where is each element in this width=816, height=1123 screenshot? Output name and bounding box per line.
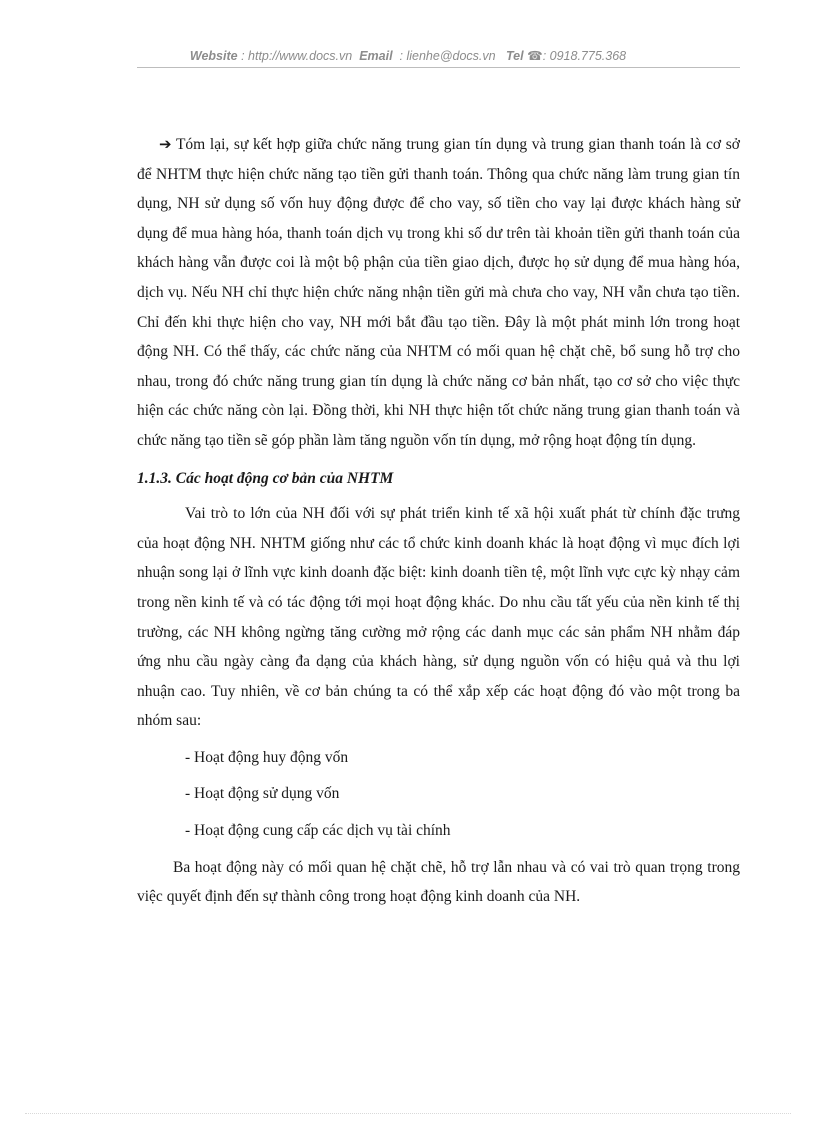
paragraph-summary-text: Tóm lại, sự kết hợp giữa chức năng trung gian tín dụng và trung gian thanh toán là cơ sở để NHTM thực hiện chức năng tạo tiền gửi thanh toán. Thông qua chức năng làm trung gian tín dụng, NH sử dụng số vốn huy động được để cho vay, số tiền cho vay lại được khách hàng sử dụng để mua hàng hóa, thanh toán dịch vụ trong khi số dư trên tài khoản tiền gửi thanh toán của khách hàng vẫn được coi là một bộ phận của tiền giao dịch, được họ sử dụng để mua hàng hóa, dịch vụ. Nếu NH chỉ thực hiện chức năng nhận tiền gửi mà chưa cho vay, NH vẫn chưa tạo tiền. Chỉ đến khi thực hiện cho vay, NH mới bắt đầu tạo tiền. Đây là một phát minh lớn trong hoạt động NH. Có thể thấy, các chức năng của NHTM có mối quan hệ chặt chẽ, bổ sung hỗ trợ cho nhau, trong đó chức năng trung gian tín dụng là chức năng cơ bản nhất, tạo cơ sở cho việc thực hiện các chức năng còn lại. Đồng thời, khi NH thực hiện tốt chức năng trung gian thanh toán và chức năng tạo tiền sẽ góp phần làm tăng nguồn vốn tín dụng, mở rộng hoạt động tín dụng. (137, 136, 740, 449)
footer-divider (25, 1113, 791, 1114)
telephone-icon: ☎ (527, 49, 543, 63)
list-item: - Hoạt động huy động vốn (185, 748, 349, 766)
website-label: Website (189, 49, 238, 63)
paragraph-summary (137, 130, 740, 456)
document-body (137, 130, 740, 912)
email-label: Email (359, 49, 393, 63)
paragraph-conclusion: Ba hoạt động này có mối quan hệ chặt chẽ, hỗ trợ lẫn nhau và có vai trò quan trọng trong việc quyết định đến sự thành công trong hoạt động kinh doanh của NH. (137, 858, 740, 906)
page-header (0, 48, 816, 63)
list-item: - Hoạt động sử dụng vốn (185, 785, 340, 803)
tel-label: Tel (506, 49, 524, 63)
arrow-icon: ➔ (159, 135, 172, 153)
header-divider (137, 67, 740, 68)
list-item: - Hoạt động cung cấp các dịch vụ tài chính (185, 822, 451, 840)
email-address[interactable]: : lienhe@docs.vn (399, 49, 496, 63)
website-url[interactable]: : http://www.docs.vn (241, 49, 353, 63)
section-heading: 1.1.3. Các hoạt động cơ bản của NHTM (137, 469, 394, 487)
paragraph-roles: Vai trò to lớn của NH đối với sự phát triển kinh tế xã hội xuất phát từ chính đặc trưng của hoạt động NH. NHTM giống như các tổ chức kinh doanh khác là hoạt động vì mục đích lợi nhuận song lại ở lĩnh vực kinh doanh đặc biệt: kinh doanh tiền tệ, một lĩnh vực cực kỳ nhạy cảm trong nền kinh tế và có tác động tới mọi hoạt động khác. Do nhu cầu tất yếu của nền kinh tế thị trường, các NH không ngừng tăng cường mở rộng các danh mục các sản phẩm NH nhằm đáp ứng nhu cầu ngày càng đa dạng của khách hàng, sử dụng nguồn vốn có hiệu quả và thu lợi nhuận cao. Tuy nhiên, về cơ bản chúng ta có thể xắp xếp các hoạt động đó vào một trong ba nhóm sau: (137, 505, 740, 730)
tel-number: : 0918.775.368 (542, 49, 627, 63)
